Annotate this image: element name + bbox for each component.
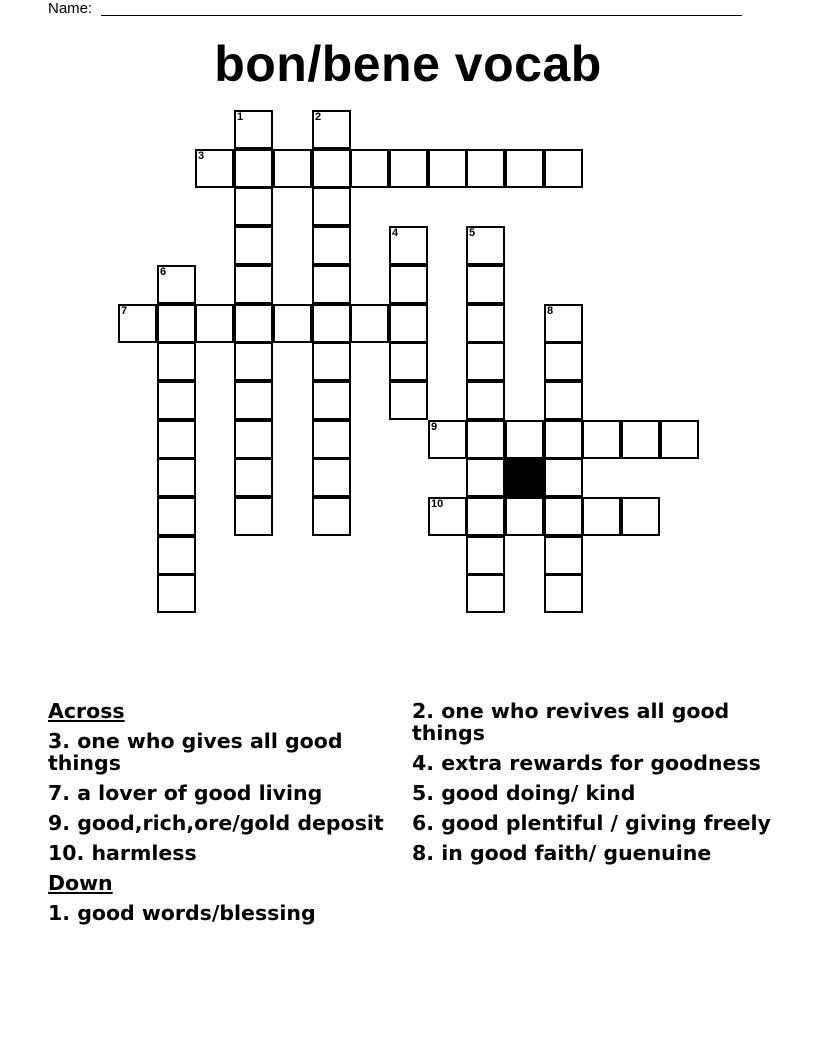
crossword-black-cell (505, 458, 544, 497)
crossword-cell[interactable] (544, 497, 583, 536)
crossword-cell[interactable] (466, 381, 505, 420)
crossword-cell[interactable] (312, 265, 351, 304)
crossword-cell[interactable] (157, 265, 196, 304)
clue-text: one who gives all good things (48, 729, 343, 775)
crossword-cell[interactable] (544, 304, 583, 343)
crossword-cell[interactable] (157, 381, 196, 420)
clue-number: 5. (412, 781, 435, 805)
down-clue (48, 902, 388, 924)
crossword-cell[interactable] (234, 226, 273, 265)
crossword-cell[interactable] (234, 149, 273, 188)
crossword-cell[interactable] (157, 420, 196, 459)
crossword-cell[interactable] (312, 149, 351, 188)
crossword-cell[interactable] (466, 497, 505, 536)
crossword-cell[interactable] (466, 265, 505, 304)
page-title: bon/bene vocab (214, 36, 602, 92)
crossword-cell[interactable] (466, 342, 505, 381)
clue-text: good plentiful / giving freely (434, 811, 771, 835)
crossword-cell[interactable] (505, 420, 544, 459)
clue-number: 7. (48, 781, 71, 805)
clues-right-column (412, 700, 772, 872)
crossword-cell[interactable] (389, 381, 428, 420)
crossword-cell[interactable] (157, 574, 196, 613)
across-heading: Across (48, 699, 125, 723)
crossword-cell[interactable] (312, 420, 351, 459)
clue-number: 9. (48, 811, 71, 835)
crossword-cell[interactable] (389, 149, 428, 188)
clue-number: 1. (48, 901, 71, 925)
clue-text: a lover of good living (70, 781, 323, 805)
clue-number-label: 5 (469, 227, 476, 239)
crossword-cell[interactable] (350, 149, 389, 188)
crossword-cell[interactable] (544, 536, 583, 575)
across-clue (48, 782, 388, 804)
clue-number-label: 3 (198, 150, 205, 162)
clue-text: in good faith/ guenuine (434, 841, 712, 865)
crossword-cell[interactable] (544, 342, 583, 381)
crossword-cell[interactable] (428, 420, 467, 459)
crossword-cell[interactable] (312, 304, 351, 343)
name-label: Name: (48, 0, 93, 17)
across-clue-list (48, 730, 388, 864)
clue-number: 4. (412, 751, 435, 775)
crossword-cell[interactable] (621, 420, 660, 459)
crossword-cell[interactable] (466, 149, 505, 188)
crossword-cell[interactable] (466, 304, 505, 343)
crossword-cell[interactable] (544, 149, 583, 188)
crossword-cell[interactable] (234, 304, 273, 343)
crossword-cell[interactable] (195, 304, 234, 343)
crossword-cell[interactable] (157, 497, 196, 536)
clue-text: one who revives all good things (412, 699, 730, 745)
crossword-cell[interactable] (234, 458, 273, 497)
crossword-cell[interactable] (234, 420, 273, 459)
crossword-cell[interactable] (157, 458, 196, 497)
crossword-cell[interactable] (312, 458, 351, 497)
clue-text: good,rich,ore/gold deposit (70, 811, 384, 835)
clue-number-label: 1 (237, 111, 244, 123)
crossword-cell[interactable] (544, 574, 583, 613)
crossword-cell[interactable] (312, 381, 351, 420)
clue-number: 6. (412, 811, 435, 835)
crossword-cell[interactable] (466, 574, 505, 613)
crossword-cell[interactable] (505, 149, 544, 188)
crossword-cell[interactable] (389, 265, 428, 304)
crossword-cell[interactable] (312, 187, 351, 226)
clues-left-column (48, 700, 388, 932)
clue-number-label: 9 (431, 421, 438, 433)
crossword-cell[interactable] (234, 110, 273, 149)
crossword-cell[interactable] (234, 342, 273, 381)
crossword-cell[interactable] (466, 536, 505, 575)
crossword-cell[interactable] (118, 304, 157, 343)
crossword-cell[interactable] (466, 458, 505, 497)
crossword-cell[interactable] (312, 497, 351, 536)
clue-number: 10. (48, 841, 85, 865)
clue-number: 3. (48, 729, 71, 753)
crossword-cell[interactable] (234, 187, 273, 226)
down-clue (412, 752, 772, 774)
crossword-cell[interactable] (660, 420, 699, 459)
clue-number-label: 6 (160, 266, 167, 278)
down-clue (412, 842, 772, 864)
crossword-cell[interactable] (234, 265, 273, 304)
clue-text: good doing/ kind (434, 781, 636, 805)
down-clue-list-right (412, 700, 772, 864)
crossword-cell[interactable] (544, 420, 583, 459)
crossword-cell[interactable] (389, 304, 428, 343)
crossword-cell[interactable] (350, 304, 389, 343)
clue-number-label: 10 (431, 498, 444, 510)
crossword-cell[interactable] (389, 342, 428, 381)
crossword-cell[interactable] (195, 149, 234, 188)
crossword-cell[interactable] (582, 497, 621, 536)
crossword-cell[interactable] (312, 342, 351, 381)
crossword-cell[interactable] (428, 497, 467, 536)
across-clue (48, 842, 388, 864)
across-clue (48, 812, 388, 834)
clue-number-label: 7 (121, 305, 128, 317)
crossword-cell[interactable] (273, 304, 312, 343)
crossword-cell[interactable] (234, 381, 273, 420)
crossword-cell[interactable] (544, 458, 583, 497)
crossword-cell[interactable] (312, 226, 351, 265)
crossword-cell[interactable] (505, 497, 544, 536)
crossword-cell[interactable] (234, 497, 273, 536)
crossword-cell[interactable] (157, 304, 196, 343)
crossword-cell[interactable] (157, 342, 196, 381)
crossword-cell[interactable] (157, 536, 196, 575)
down-heading: Down (48, 871, 113, 895)
across-clue (48, 730, 388, 774)
crossword-cell[interactable] (621, 497, 660, 536)
clue-number: 8. (412, 841, 435, 865)
clue-text: harmless (84, 841, 197, 865)
crossword-cell[interactable] (389, 226, 428, 265)
clue-number-label: 4 (392, 227, 399, 239)
down-clue (412, 700, 772, 744)
down-clue-list-left (48, 902, 388, 924)
clue-text: good words/blessing (70, 901, 316, 925)
clue-number-label: 2 (315, 111, 322, 123)
crossword-cell[interactable] (428, 149, 467, 188)
crossword-cell[interactable] (466, 226, 505, 265)
crossword-cell[interactable] (466, 420, 505, 459)
crossword-cell[interactable] (273, 149, 312, 188)
crossword-cell[interactable] (544, 381, 583, 420)
clue-text: extra rewards for goodness (434, 751, 761, 775)
crossword-cell[interactable] (312, 110, 351, 149)
down-clue (412, 782, 772, 804)
clue-number: 2. (412, 699, 435, 723)
crossword-cell[interactable] (582, 420, 621, 459)
clue-number-label: 8 (547, 305, 554, 317)
down-clue (412, 812, 772, 834)
